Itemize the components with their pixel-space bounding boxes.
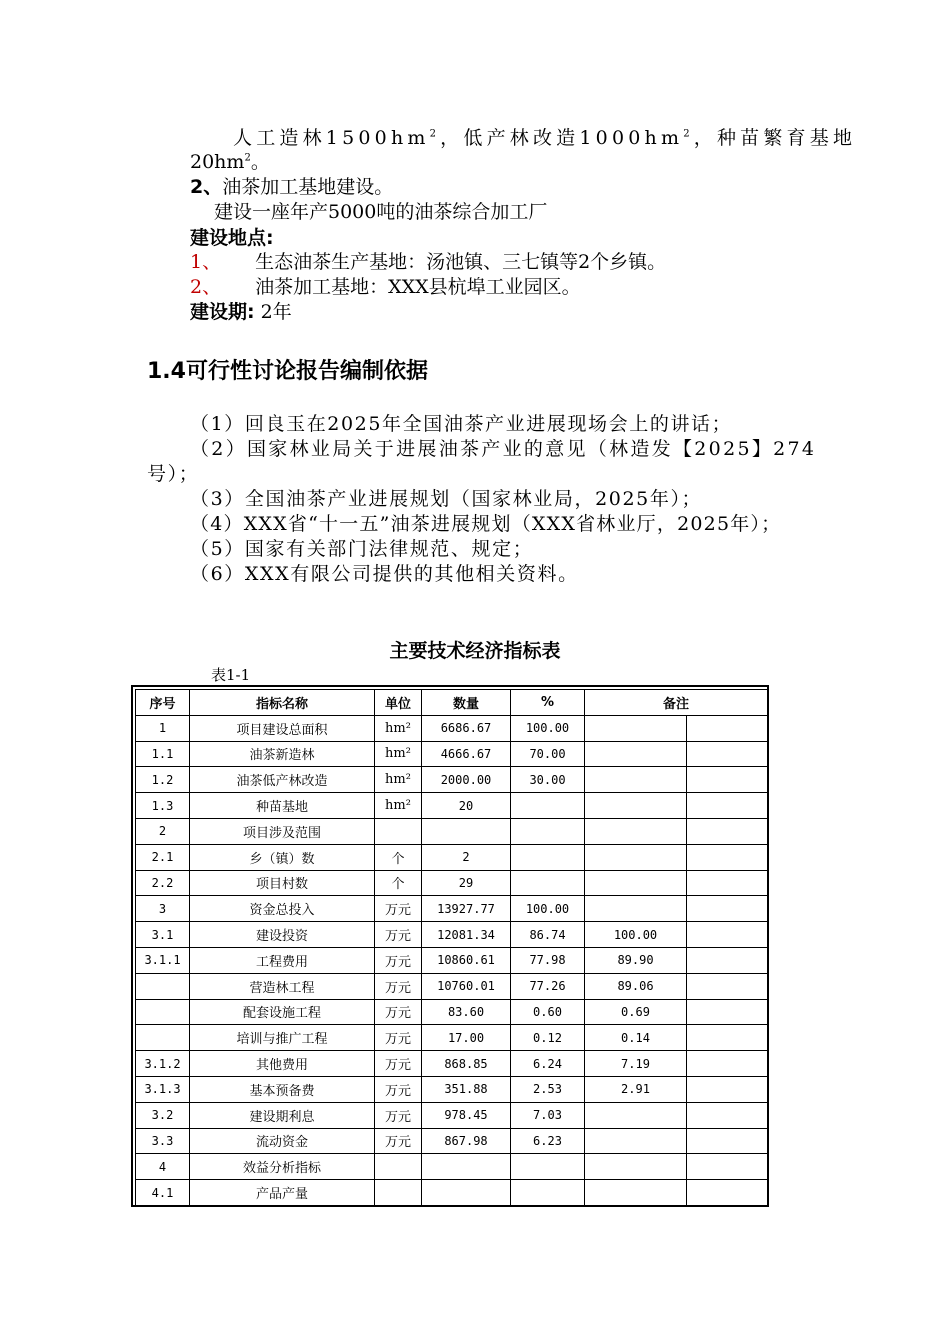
cell-seq bbox=[136, 999, 190, 1025]
cell-unit: 万元 bbox=[375, 1025, 422, 1051]
cell-remark-a bbox=[585, 896, 687, 922]
cell-remark-b bbox=[687, 1051, 768, 1077]
cell-quantity: 2 bbox=[422, 844, 511, 870]
cell-percent: 70.00 bbox=[511, 741, 585, 767]
cell-name: 培训与推广工程 bbox=[190, 1025, 375, 1051]
indicator-table bbox=[131, 685, 769, 1207]
cell-percent bbox=[511, 793, 585, 819]
table-label: 表1-1 bbox=[211, 666, 251, 684]
cell-name: 效益分析指标 bbox=[190, 1154, 375, 1180]
cell-seq: 2 bbox=[136, 818, 190, 844]
cell-percent: 2.53 bbox=[511, 1076, 585, 1102]
cell-unit: 万元 bbox=[375, 1102, 422, 1128]
superscript: 2 bbox=[244, 152, 251, 164]
table-row bbox=[136, 922, 768, 948]
table-row bbox=[136, 844, 768, 870]
intro-text-a: 人工造林1500hm bbox=[233, 127, 430, 149]
cell-quantity: 20 bbox=[422, 793, 511, 819]
cell-remark-a: 0.69 bbox=[585, 999, 687, 1025]
cell-unit: hm² bbox=[375, 793, 422, 819]
table-title: 主要技术经济指标表 bbox=[389, 640, 561, 662]
cell-remark-b bbox=[687, 870, 768, 896]
item-2-number: 2、 bbox=[190, 176, 223, 198]
cell-unit bbox=[375, 1154, 422, 1180]
cell-remark-b bbox=[687, 1154, 768, 1180]
table-row bbox=[136, 767, 768, 793]
reference-4: （4）XXX省“十一五”油茶进展规划（XXX省林业厅，2025年）； bbox=[190, 513, 782, 535]
cell-name: 其他费用 bbox=[190, 1051, 375, 1077]
cell-remark-a: 0.14 bbox=[585, 1025, 687, 1051]
site-item-2-number: 2、 bbox=[190, 276, 222, 298]
cell-name: 流动资金 bbox=[190, 1128, 375, 1154]
period-value: 2年 bbox=[260, 301, 292, 323]
site-item-2-text: 油茶加工基地：XXX县杭埠工业园区。 bbox=[255, 276, 581, 298]
table-row bbox=[136, 1180, 768, 1206]
cell-seq: 1.1 bbox=[136, 741, 190, 767]
cell-percent: 7.03 bbox=[511, 1102, 585, 1128]
cell-remark-a bbox=[585, 818, 687, 844]
cell-unit: 万元 bbox=[375, 896, 422, 922]
cell-remark-b bbox=[687, 741, 768, 767]
table-row bbox=[136, 947, 768, 973]
cell-seq: 2.2 bbox=[136, 870, 190, 896]
table-row bbox=[136, 793, 768, 819]
cell-remark-a: 7.19 bbox=[585, 1051, 687, 1077]
table-row bbox=[136, 1076, 768, 1102]
cell-quantity: 83.60 bbox=[422, 999, 511, 1025]
cell-name: 产品产量 bbox=[190, 1180, 375, 1206]
header-seq: 序号 bbox=[136, 690, 190, 716]
cell-remark-a: 100.00 bbox=[585, 922, 687, 948]
cell-quantity bbox=[422, 1154, 511, 1180]
reference-5: （5）国家有关部门法律规范、规定； bbox=[190, 538, 534, 560]
cell-percent bbox=[511, 818, 585, 844]
cell-percent: 0.12 bbox=[511, 1025, 585, 1051]
cell-name: 项目村数 bbox=[190, 870, 375, 896]
intro-line-1 bbox=[233, 126, 856, 150]
cell-quantity bbox=[422, 818, 511, 844]
cell-name: 营造林工程 bbox=[190, 973, 375, 999]
table-row bbox=[136, 999, 768, 1025]
cell-unit: 万元 bbox=[375, 947, 422, 973]
item-2 bbox=[190, 175, 393, 199]
cell-unit: 万元 bbox=[375, 1051, 422, 1077]
cell-seq: 3 bbox=[136, 896, 190, 922]
cell-remark-a bbox=[585, 715, 687, 741]
reference-2-cont: 号）； bbox=[147, 463, 200, 485]
cell-quantity: 12081.34 bbox=[422, 922, 511, 948]
table-row bbox=[136, 1051, 768, 1077]
cell-remark-b bbox=[687, 767, 768, 793]
intro-text-b: ，低产林改造1000hm bbox=[440, 127, 684, 149]
cell-seq bbox=[136, 973, 190, 999]
reference-6: （6）XXX有限公司提供的其他相关资料。 bbox=[190, 563, 579, 585]
cell-percent: 86.74 bbox=[511, 922, 585, 948]
cell-percent: 77.98 bbox=[511, 947, 585, 973]
cell-quantity: 868.85 bbox=[422, 1051, 511, 1077]
cell-quantity bbox=[422, 1180, 511, 1206]
cell-remark-a: 89.06 bbox=[585, 973, 687, 999]
superscript: 2 bbox=[429, 128, 441, 140]
cell-remark-a bbox=[585, 1154, 687, 1180]
intro-text-e: 。 bbox=[250, 151, 270, 173]
reference-2: （2）国家林业局关于进展油茶产业的意见（林造发【2025】274 bbox=[190, 438, 817, 460]
cell-remark-b bbox=[687, 844, 768, 870]
cell-quantity: 29 bbox=[422, 870, 511, 896]
cell-percent bbox=[511, 1180, 585, 1206]
cell-percent: 30.00 bbox=[511, 767, 585, 793]
cell-unit: 个 bbox=[375, 870, 422, 896]
cell-remark-b bbox=[687, 973, 768, 999]
cell-remark-b bbox=[687, 922, 768, 948]
site-item-1-text: 生态油茶生产基地：汤池镇、三七镇等2个乡镇。 bbox=[255, 251, 667, 273]
cell-percent bbox=[511, 870, 585, 896]
intro-text-c: ，种苗繁育基地 bbox=[693, 127, 857, 149]
cell-percent: 6.23 bbox=[511, 1128, 585, 1154]
cell-unit: 万元 bbox=[375, 1128, 422, 1154]
reference-3: （3）全国油茶产业进展规划（国家林业局，2025年）； bbox=[190, 488, 703, 510]
cell-percent: 6.24 bbox=[511, 1051, 585, 1077]
cell-percent: 77.26 bbox=[511, 973, 585, 999]
reference-1: （1）回良玉在2025年全国油茶产业进展现场会上的讲话； bbox=[190, 413, 733, 435]
cell-remark-b bbox=[687, 818, 768, 844]
section-heading: 1.4可行性讨论报告编制依据 bbox=[147, 359, 428, 384]
cell-name: 建设投资 bbox=[190, 922, 375, 948]
cell-seq: 2.1 bbox=[136, 844, 190, 870]
cell-unit: hm² bbox=[375, 767, 422, 793]
cell-quantity: 867.98 bbox=[422, 1128, 511, 1154]
cell-remark-a bbox=[585, 767, 687, 793]
item-2-body: 建设一座年产5000吨的油茶综合加工厂 bbox=[214, 201, 548, 223]
cell-quantity: 6686.67 bbox=[422, 715, 511, 741]
cell-name: 项目涉及范围 bbox=[190, 818, 375, 844]
cell-unit: hm² bbox=[375, 741, 422, 767]
table-row bbox=[136, 818, 768, 844]
cell-name: 油茶低产林改造 bbox=[190, 767, 375, 793]
cell-remark-a bbox=[585, 793, 687, 819]
header-unit: 单位 bbox=[375, 690, 422, 716]
cell-quantity: 10760.01 bbox=[422, 973, 511, 999]
cell-seq: 1 bbox=[136, 715, 190, 741]
period-label: 建设期: bbox=[190, 301, 255, 323]
cell-unit: hm² bbox=[375, 715, 422, 741]
cell-name: 乡（镇）数 bbox=[190, 844, 375, 870]
cell-remark-b bbox=[687, 1128, 768, 1154]
cell-name: 配套设施工程 bbox=[190, 999, 375, 1025]
cell-percent bbox=[511, 844, 585, 870]
cell-remark-a bbox=[585, 741, 687, 767]
cell-name: 项目建设总面积 bbox=[190, 715, 375, 741]
cell-percent: 0.60 bbox=[511, 999, 585, 1025]
intro-line-2 bbox=[190, 150, 270, 174]
table-row bbox=[136, 1025, 768, 1051]
site-item-1 bbox=[190, 250, 666, 274]
cell-name: 工程费用 bbox=[190, 947, 375, 973]
table-header-row bbox=[136, 690, 768, 716]
cell-seq: 3.1.2 bbox=[136, 1051, 190, 1077]
site-item-2 bbox=[190, 275, 581, 299]
cell-remark-b bbox=[687, 896, 768, 922]
cell-seq: 4.1 bbox=[136, 1180, 190, 1206]
cell-name: 油茶新造林 bbox=[190, 741, 375, 767]
cell-unit: 万元 bbox=[375, 1076, 422, 1102]
intro-text-d: 20hm bbox=[190, 151, 245, 173]
cell-remark-b bbox=[687, 947, 768, 973]
cell-remark-a bbox=[585, 870, 687, 896]
cell-unit: 万元 bbox=[375, 922, 422, 948]
cell-seq: 3.1 bbox=[136, 922, 190, 948]
period-line bbox=[190, 300, 292, 324]
cell-seq: 3.3 bbox=[136, 1128, 190, 1154]
table-row bbox=[136, 973, 768, 999]
cell-percent: 100.00 bbox=[511, 896, 585, 922]
cell-seq: 4 bbox=[136, 1154, 190, 1180]
cell-quantity: 2000.00 bbox=[422, 767, 511, 793]
cell-remark-b bbox=[687, 1025, 768, 1051]
cell-seq: 3.1.1 bbox=[136, 947, 190, 973]
cell-remark-b bbox=[687, 999, 768, 1025]
header-remark: 备注 bbox=[585, 690, 768, 716]
cell-seq: 1.3 bbox=[136, 793, 190, 819]
cell-name: 建设期利息 bbox=[190, 1102, 375, 1128]
cell-unit bbox=[375, 1180, 422, 1206]
cell-remark-b bbox=[687, 1076, 768, 1102]
cell-quantity: 13927.77 bbox=[422, 896, 511, 922]
cell-remark-a bbox=[585, 1102, 687, 1128]
cell-remark-b bbox=[687, 793, 768, 819]
cell-remark-a bbox=[585, 1128, 687, 1154]
header-quantity: 数量 bbox=[422, 690, 511, 716]
cell-quantity: 17.00 bbox=[422, 1025, 511, 1051]
site-heading: 建设地点: bbox=[190, 227, 274, 249]
cell-seq: 3.1.3 bbox=[136, 1076, 190, 1102]
cell-quantity: 351.88 bbox=[422, 1076, 511, 1102]
table-row bbox=[136, 870, 768, 896]
cell-unit: 万元 bbox=[375, 973, 422, 999]
cell-unit: 个 bbox=[375, 844, 422, 870]
table-row bbox=[136, 1128, 768, 1154]
cell-percent bbox=[511, 1154, 585, 1180]
cell-remark-a bbox=[585, 1180, 687, 1206]
cell-name: 基本预备费 bbox=[190, 1076, 375, 1102]
cell-seq bbox=[136, 1025, 190, 1051]
site-item-1-number: 1、 bbox=[190, 251, 222, 273]
cell-quantity: 10860.61 bbox=[422, 947, 511, 973]
cell-name: 资金总投入 bbox=[190, 896, 375, 922]
cell-quantity: 4666.67 bbox=[422, 741, 511, 767]
cell-remark-a bbox=[585, 844, 687, 870]
header-percent: % bbox=[511, 690, 585, 716]
table-row bbox=[136, 896, 768, 922]
cell-remark-a: 89.90 bbox=[585, 947, 687, 973]
cell-percent: 100.00 bbox=[511, 715, 585, 741]
cell-name: 种苗基地 bbox=[190, 793, 375, 819]
header-name: 指标名称 bbox=[190, 690, 375, 716]
cell-seq: 3.2 bbox=[136, 1102, 190, 1128]
cell-remark-b bbox=[687, 1180, 768, 1206]
cell-remark-b bbox=[687, 1102, 768, 1128]
cell-unit: 万元 bbox=[375, 999, 422, 1025]
table-row bbox=[136, 715, 768, 741]
cell-quantity: 978.45 bbox=[422, 1102, 511, 1128]
superscript: 2 bbox=[683, 128, 694, 140]
table-row bbox=[136, 741, 768, 767]
cell-seq: 1.2 bbox=[136, 767, 190, 793]
table-row bbox=[136, 1154, 768, 1180]
table-row bbox=[136, 1102, 768, 1128]
cell-remark-b bbox=[687, 715, 768, 741]
cell-unit bbox=[375, 818, 422, 844]
cell-remark-a: 2.91 bbox=[585, 1076, 687, 1102]
item-2-text: 油茶加工基地建设。 bbox=[222, 176, 394, 198]
